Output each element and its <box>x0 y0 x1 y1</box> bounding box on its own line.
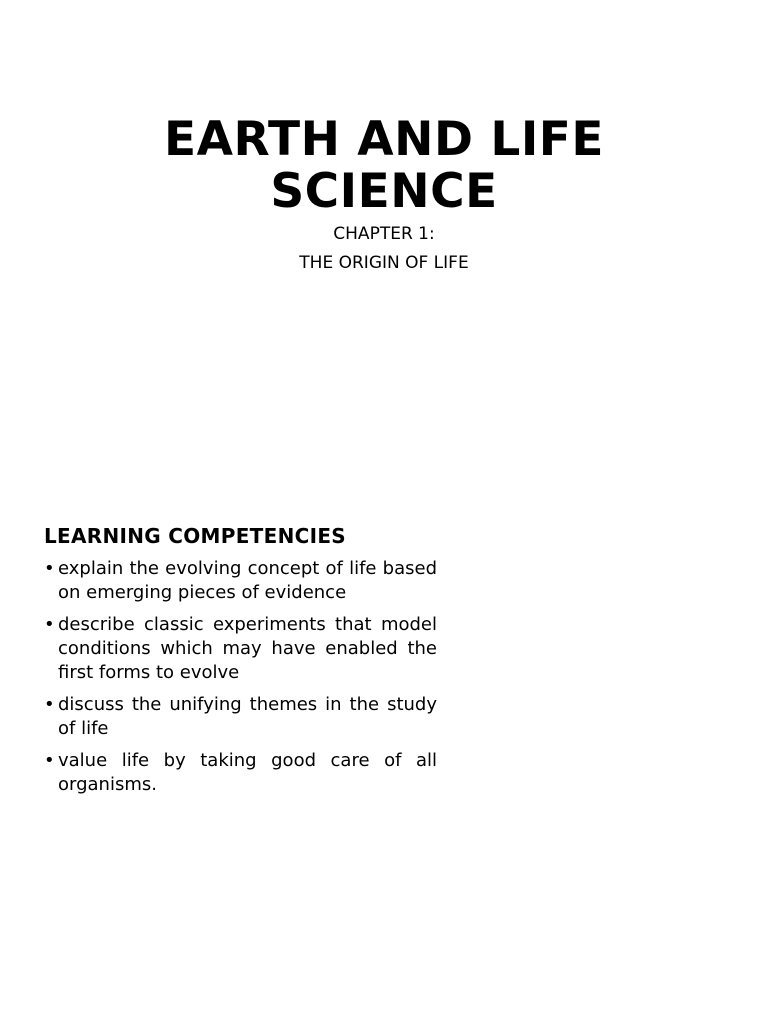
bullet-icon: • <box>44 750 55 771</box>
list-item <box>44 613 437 685</box>
list-item <box>44 693 437 741</box>
bullet-icon: • <box>44 694 55 715</box>
competencies-heading: LEARNING COMPETENCIES <box>44 524 347 548</box>
list-item-text: value life by taking good care of all organisms. <box>58 750 437 795</box>
bullet-icon: • <box>44 558 55 579</box>
list-item-text: explain the evolving concept of life based on emerging pieces of evidence <box>58 558 437 603</box>
chapter-label: CHAPTER 1: <box>333 224 435 244</box>
list-item <box>44 749 437 797</box>
list-item-text: describe classic experiments that model conditions which may have enabled the first forms to evolve <box>58 614 437 683</box>
title-line-2: SCIENCE <box>270 164 498 219</box>
chapter-subtitle: THE ORIGIN OF LIFE <box>299 253 469 273</box>
page-title <box>0 114 768 218</box>
list-item <box>44 557 437 605</box>
title-line-1: EARTH AND LIFE <box>163 112 605 167</box>
bullet-icon: • <box>44 614 55 635</box>
learning-competencies-section <box>44 523 437 805</box>
list-item-text: discuss the unifying themes in the study of life <box>58 694 437 739</box>
competencies-list <box>44 557 437 797</box>
